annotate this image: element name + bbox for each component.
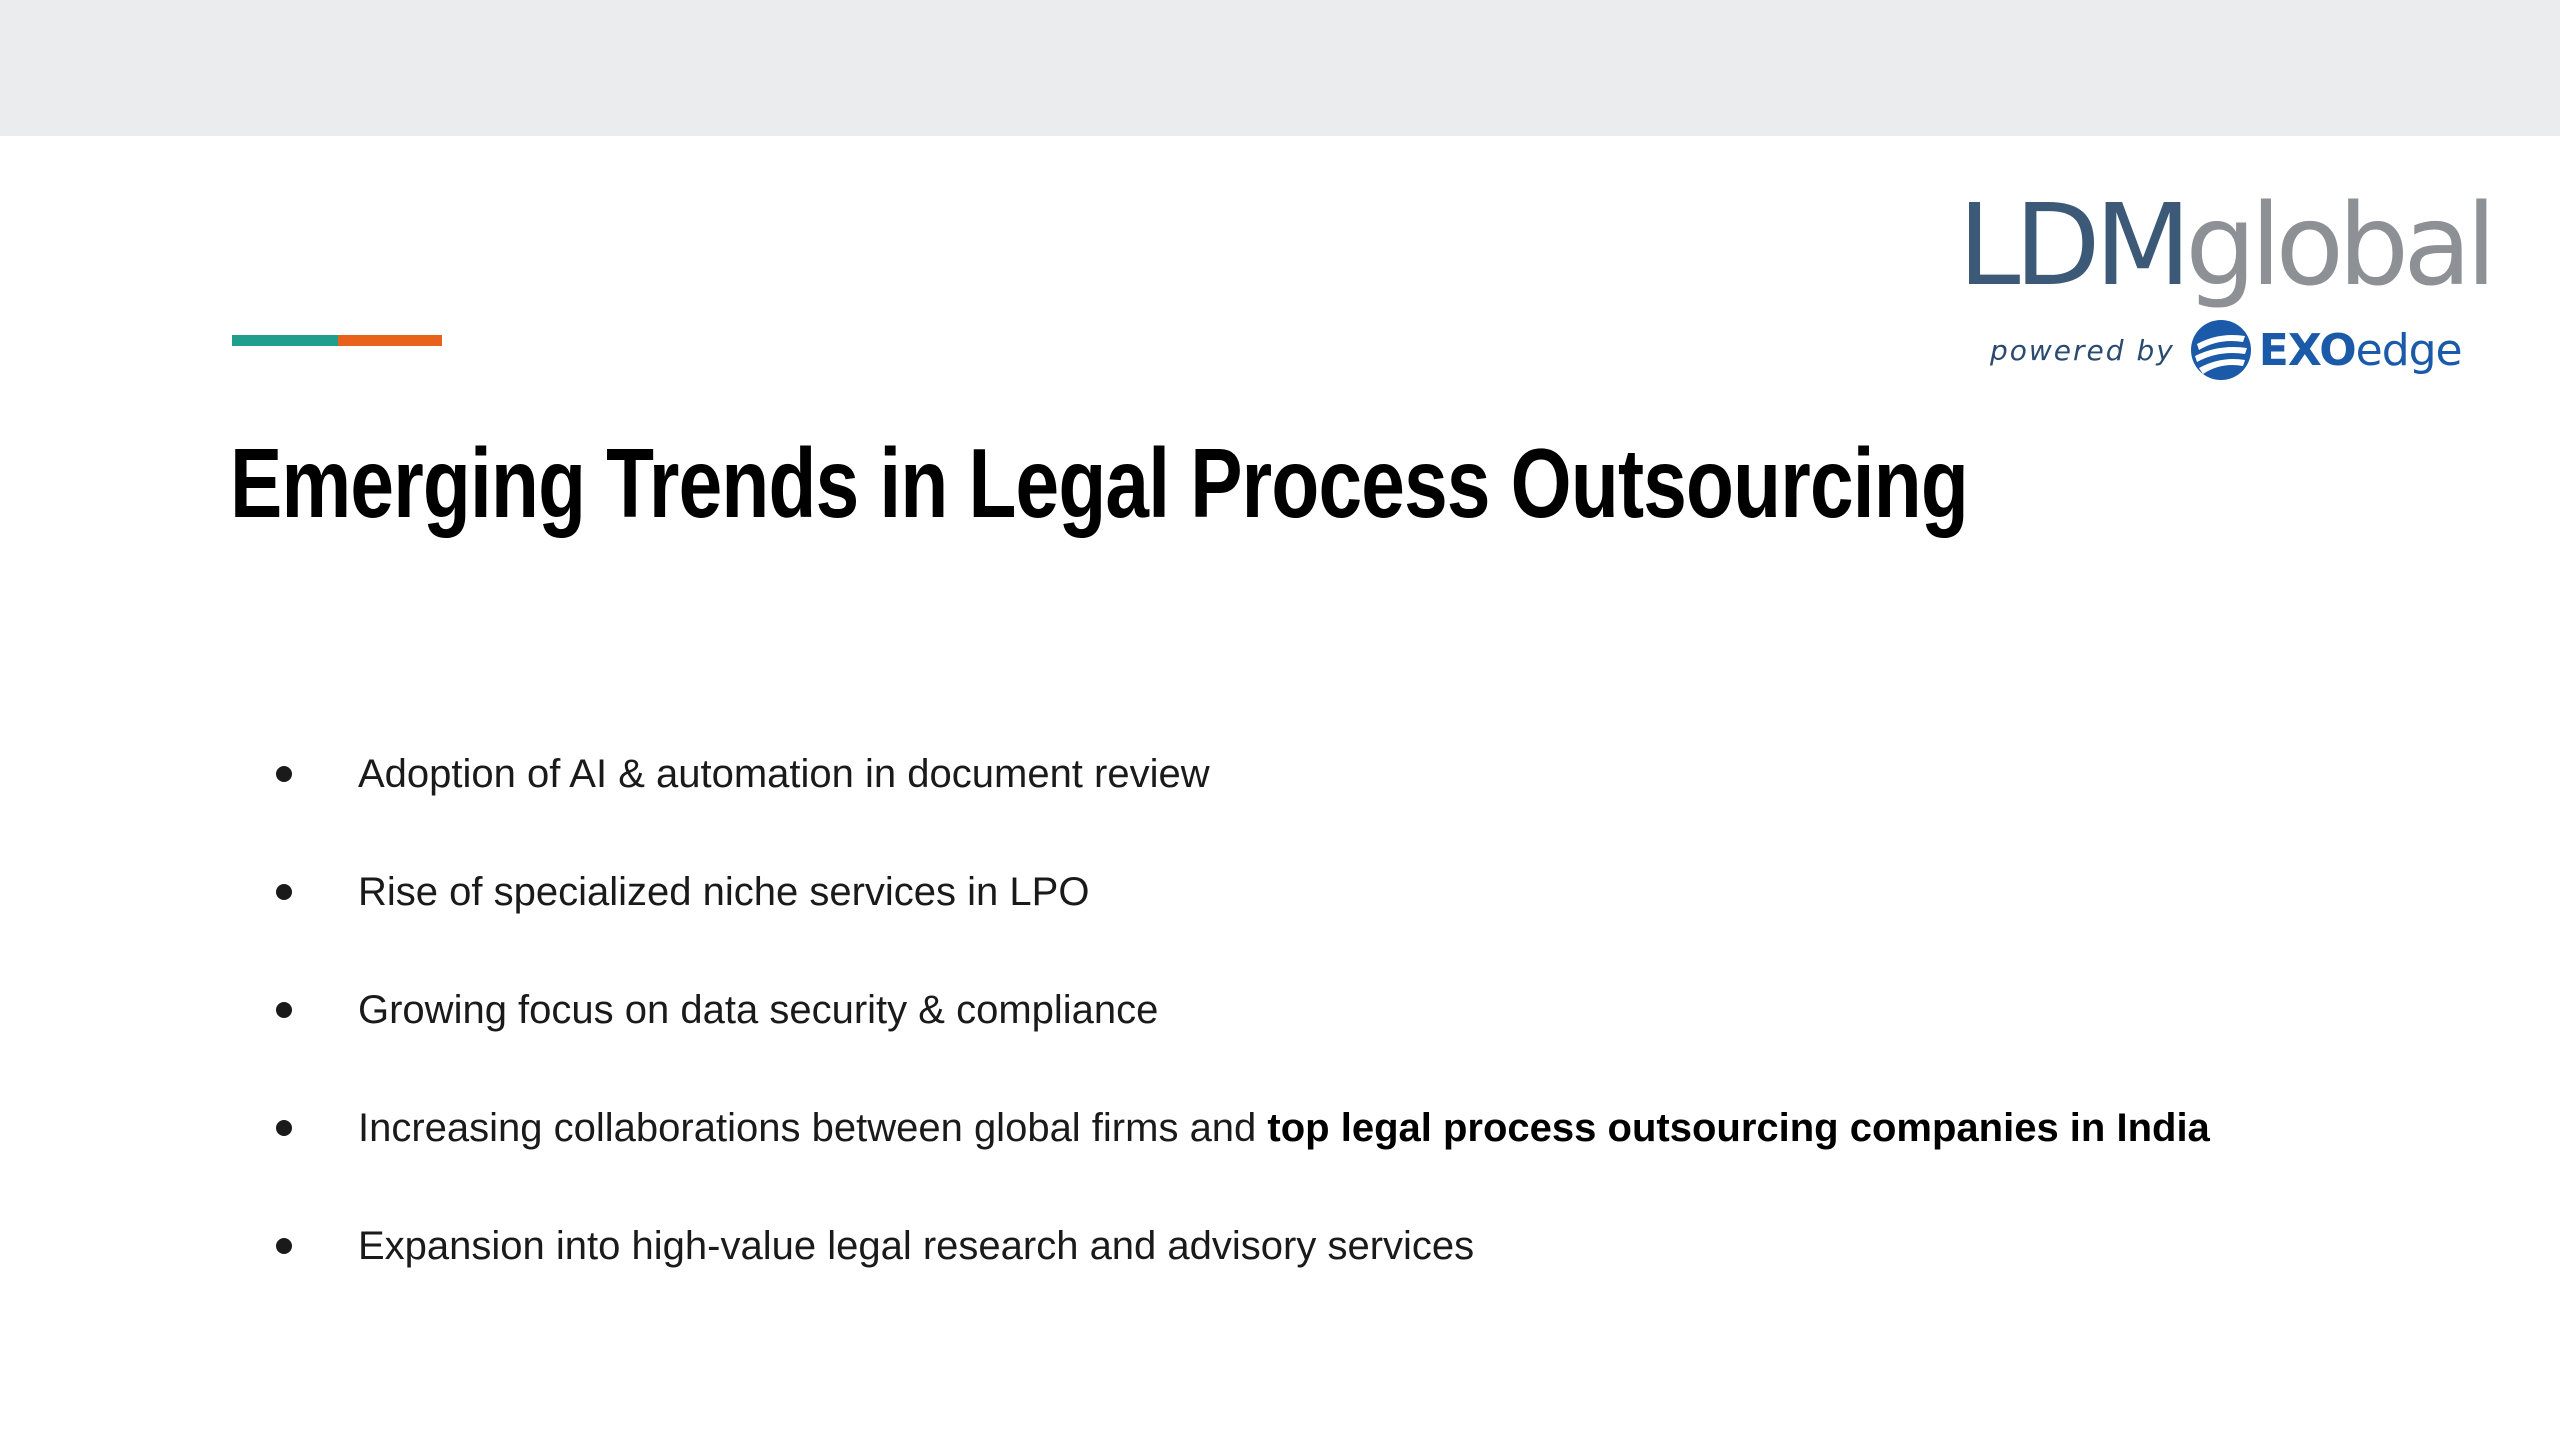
bullet-text-regular: Growing focus on data security & compliance	[358, 988, 1159, 1032]
title-accent-line	[232, 335, 442, 346]
bullet-text	[358, 864, 1089, 920]
exoedge-swoosh-icon	[2189, 318, 2253, 382]
company-logo	[1958, 181, 2491, 390]
slide-canvas	[0, 136, 2560, 1440]
logo-powered-by	[1990, 318, 2462, 382]
accent-orange-segment	[338, 335, 442, 346]
exoedge-wordmark	[2259, 325, 2462, 376]
bullet-text-bold: top legal process outsourcing companies in India	[1267, 1106, 2210, 1150]
logo-ldm: LDM	[1958, 181, 2186, 311]
bullet-text	[358, 746, 1210, 802]
bullet-text	[358, 1100, 2210, 1156]
powered-by-label: powered by	[1990, 333, 2175, 367]
bullet-dot-icon	[276, 1238, 292, 1254]
accent-teal-segment	[232, 335, 338, 346]
bullet-dot-icon	[276, 884, 292, 900]
bullet-dot-icon	[276, 1120, 292, 1136]
edge-text: edge	[2355, 324, 2462, 376]
bullet-text-regular: Increasing collaborations between global firms and	[358, 1106, 1268, 1150]
slide-title: Emerging Trends in Legal Process Outsourcing	[230, 428, 1968, 538]
bullet-text-regular: Adoption of AI & automation in document review	[358, 752, 1210, 796]
bullet-text	[358, 982, 1158, 1038]
bullet-text-regular: Expansion into high-value legal research and advisory services	[358, 1224, 1475, 1268]
logo-global: global	[2185, 181, 2491, 311]
bullet-dot-icon	[276, 1002, 292, 1018]
bullet-text	[358, 1218, 1474, 1274]
logo-wordmark	[1958, 181, 2491, 311]
bullet-text-regular: Rise of specialized niche services in LPO	[358, 870, 1090, 914]
presentation-top-bar	[0, 0, 2560, 136]
bullet-dot-icon	[276, 766, 292, 782]
exo-text: EXO	[2258, 324, 2356, 376]
